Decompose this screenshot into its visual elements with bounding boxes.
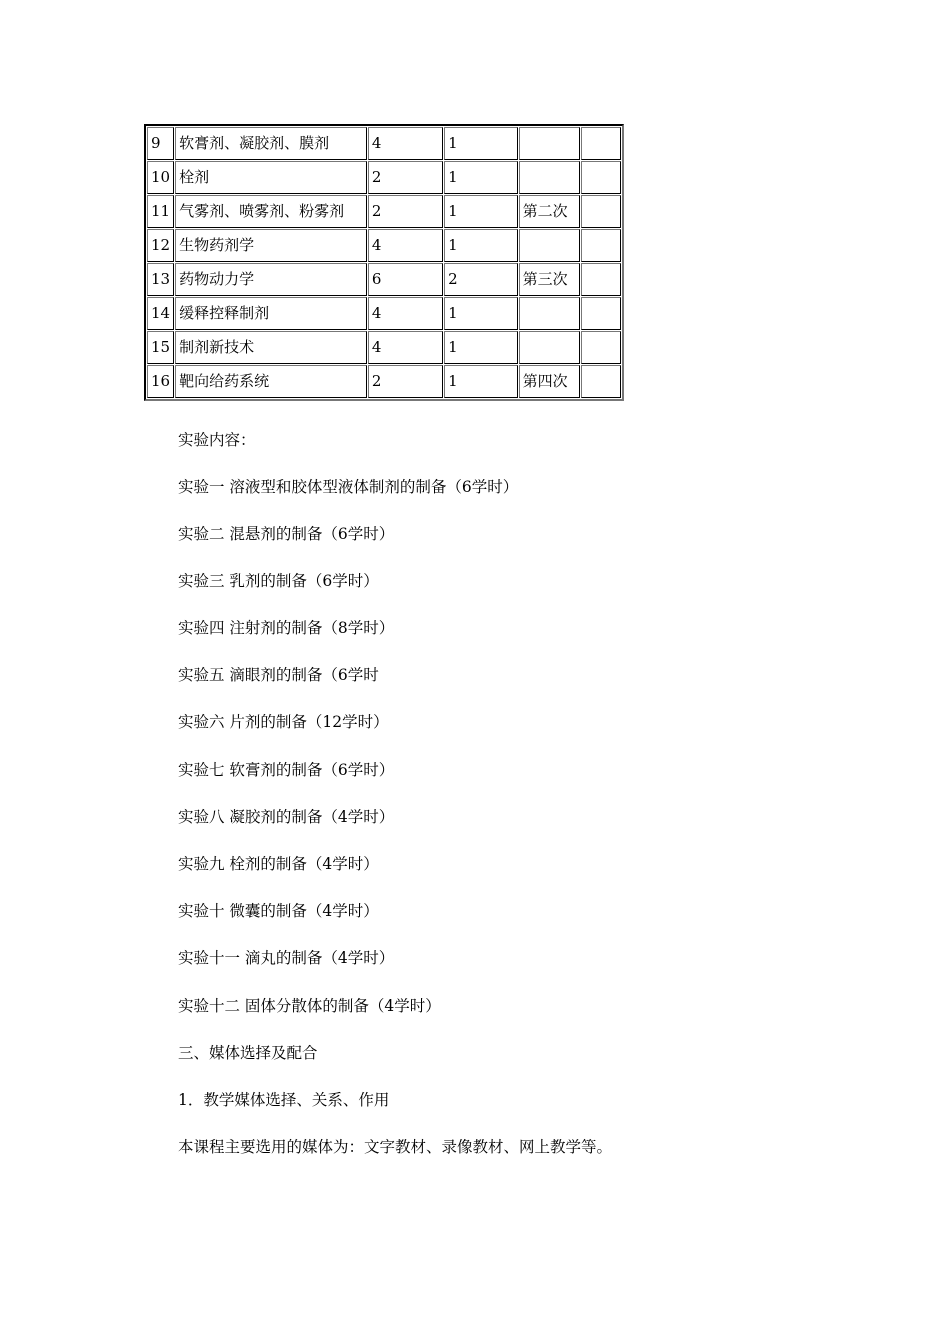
cell-note: 第三次 <box>519 263 580 296</box>
cell-extra <box>581 229 621 262</box>
table-body <box>147 127 621 398</box>
cell-extra <box>581 331 621 364</box>
experiment-item: 实验三 乳剂的制备（6学时） <box>178 572 379 590</box>
cell-hours: 4 <box>368 331 443 364</box>
table-row <box>147 127 621 160</box>
cell-hours: 4 <box>368 127 443 160</box>
cell-experiment: 1 <box>444 127 517 160</box>
cell-note <box>519 161 580 194</box>
cell-topic: 缓释控释制剂 <box>175 297 367 330</box>
cell-note <box>519 229 580 262</box>
cell-topic: 气雾剂、喷雾剂、粉雾剂 <box>175 195 367 228</box>
body-text: 本课程主要选用的媒体为：文字教材、录像教材、网上教学等。 <box>178 1138 613 1156</box>
experiment-item: 实验十二 固体分散体的制备（4学时） <box>178 997 441 1015</box>
cell-topic: 软膏剂、凝胶剂、膜剂 <box>175 127 367 160</box>
cell-experiment: 1 <box>444 229 517 262</box>
experiment-item: 实验八 凝胶剂的制备（4学时） <box>178 808 395 826</box>
table-row <box>147 297 621 330</box>
cell-topic: 栓剂 <box>175 161 367 194</box>
section-label-experiments: 实验内容： <box>178 431 256 449</box>
experiment-item: 实验九 栓剂的制备（4学时） <box>178 855 379 873</box>
cell-experiment: 2 <box>444 263 517 296</box>
experiment-item: 实验六 片剂的制备（12学时） <box>178 713 389 731</box>
cell-hours: 2 <box>368 195 443 228</box>
cell-extra <box>581 161 621 194</box>
cell-extra <box>581 365 621 398</box>
cell-note: 第二次 <box>519 195 580 228</box>
table-row <box>147 229 621 262</box>
table-row <box>147 161 621 194</box>
table-row <box>147 263 621 296</box>
cell-topic: 靶向给药系统 <box>175 365 367 398</box>
cell-experiment: 1 <box>444 331 517 364</box>
cell-experiment: 1 <box>444 297 517 330</box>
cell-extra <box>581 127 621 160</box>
cell-note <box>519 127 580 160</box>
cell-hours: 6 <box>368 263 443 296</box>
table-row <box>147 331 621 364</box>
experiment-item: 实验七 软膏剂的制备（6学时） <box>178 761 395 779</box>
table-row <box>147 365 621 398</box>
cell-note <box>519 297 580 330</box>
cell-number: 16 <box>147 365 174 398</box>
cell-topic: 药物动力学 <box>175 263 367 296</box>
cell-extra <box>581 263 621 296</box>
cell-hours: 4 <box>368 297 443 330</box>
cell-number: 9 <box>147 127 174 160</box>
cell-number: 14 <box>147 297 174 330</box>
experiment-item: 实验五 滴眼剂的制备（6学时 <box>178 666 379 684</box>
cell-experiment: 1 <box>444 365 517 398</box>
cell-number: 11 <box>147 195 174 228</box>
experiment-item: 实验十一 滴丸的制备（4学时） <box>178 949 395 967</box>
section-heading-media: 三、媒体选择及配合 <box>178 1044 318 1062</box>
table-row <box>147 195 621 228</box>
cell-topic: 生物药剂学 <box>175 229 367 262</box>
cell-experiment: 1 <box>444 195 517 228</box>
cell-number: 12 <box>147 229 174 262</box>
cell-extra <box>581 297 621 330</box>
cell-note: 第四次 <box>519 365 580 398</box>
experiment-item: 实验十 微囊的制备（4学时） <box>178 902 379 920</box>
cell-number: 15 <box>147 331 174 364</box>
cell-hours: 2 <box>368 161 443 194</box>
cell-note <box>519 331 580 364</box>
cell-extra <box>581 195 621 228</box>
subsection-heading: 1．教学媒体选择、关系、作用 <box>178 1091 390 1109</box>
cell-number: 13 <box>147 263 174 296</box>
cell-topic: 制剂新技术 <box>175 331 367 364</box>
cell-experiment: 1 <box>444 161 517 194</box>
cell-hours: 2 <box>368 365 443 398</box>
experiment-item: 实验四 注射剂的制备（8学时） <box>178 619 395 637</box>
cell-number: 10 <box>147 161 174 194</box>
experiment-item: 实验二 混悬剂的制备（6学时） <box>178 525 395 543</box>
course-schedule-table <box>144 124 624 401</box>
cell-hours: 4 <box>368 229 443 262</box>
experiment-item: 实验一 溶液型和胶体型液体制剂的制备（6学时） <box>178 478 519 496</box>
